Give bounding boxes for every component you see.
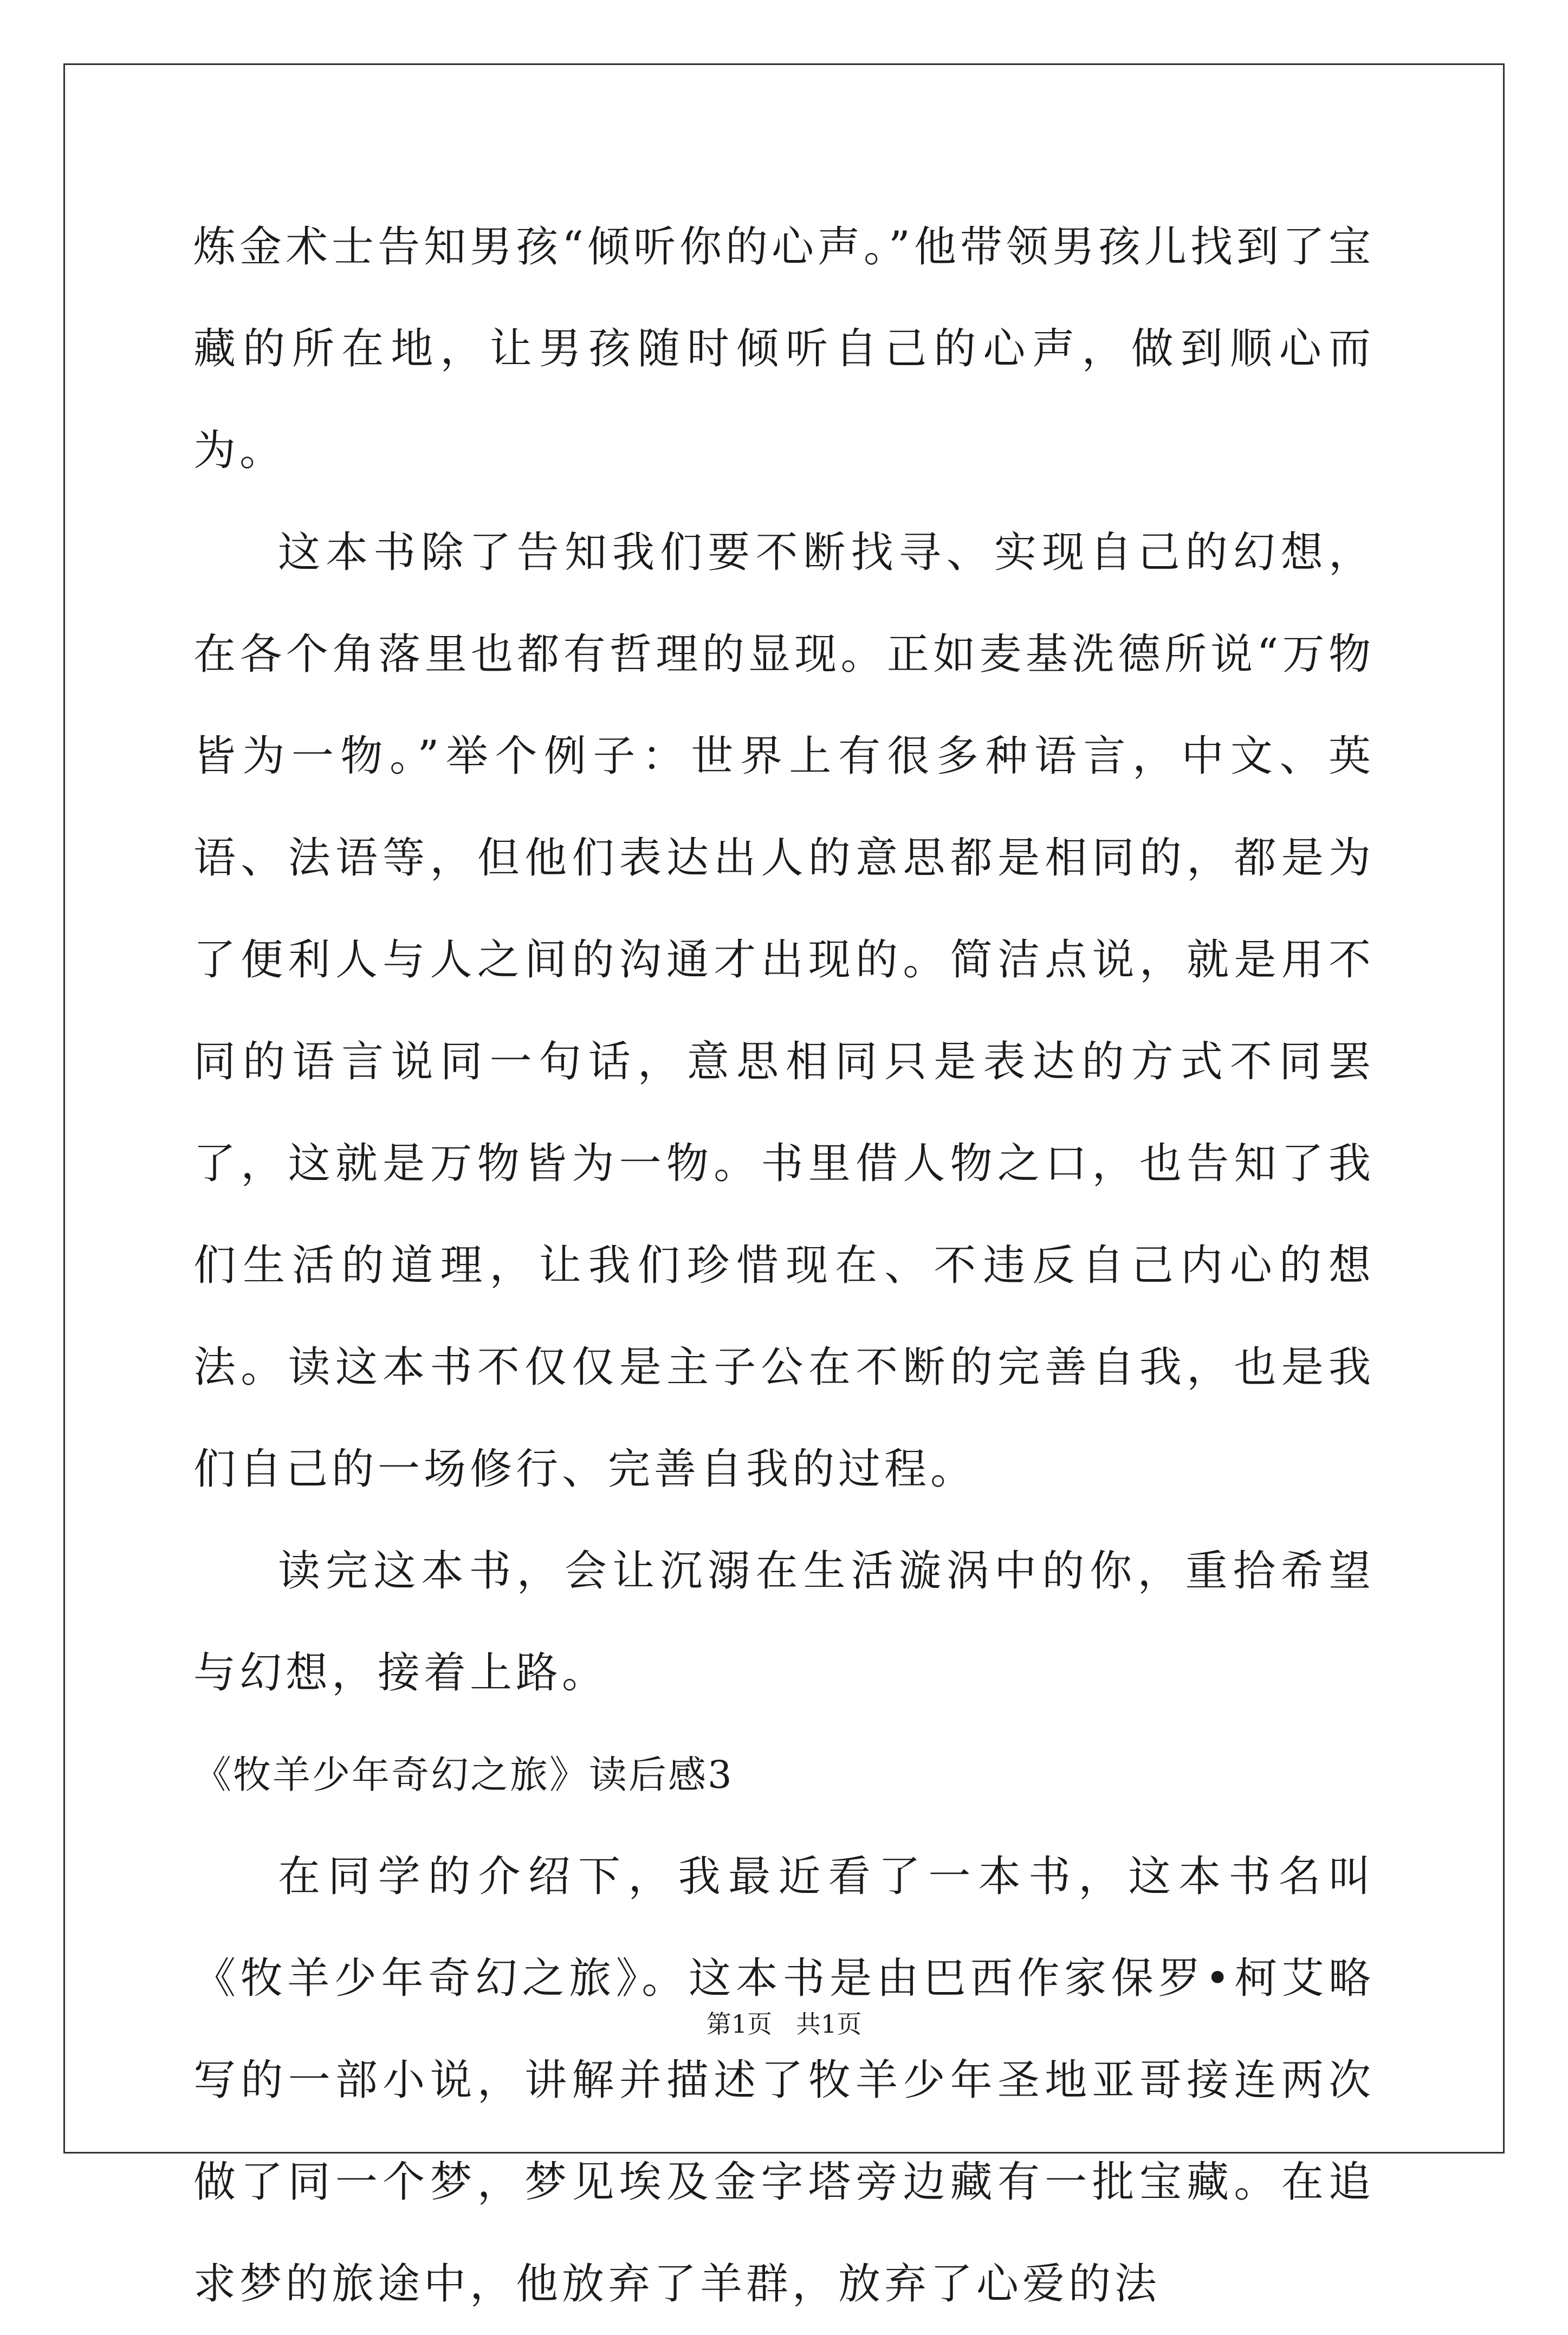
paragraph-4: 在同学的介绍下，我最近看了一本书，这本书名叫《牧羊少年奇幻之旅》。这本书是由巴西作家保罗•柯艾略写的一部小说，讲解并描述了牧羊少年圣地亚哥接连两次做了同一个梦，梦见埃及金字塔旁边藏有一批宝藏。在追求梦的旅途中，他放弃了羊群，放弃了心爱的法 [193,1852,1375,2308]
footer-spacer [772,2009,796,2039]
paragraph-1: 炼金术士告知男孩“倾听你的心声。”他带领男孩儿找到了宝藏的所在地，让男孩随时倾听自己的心声，做到顺心而为。 [193,223,1375,475]
section-heading: 《牧羊少年奇幻之旅》读后感3 [193,1753,734,1797]
page-footer [0,2008,1568,2040]
page-total: 共1页 [795,2009,862,2039]
paragraph-2: 这本书除了告知我们要不断找寻、实现自己的幻想，在各个角落里也都有哲理的显现。正如麦基洗德所说“万物皆为一物。”举个例子：世界上有很多种语言，中文、英语、法语等，但他们表达出人的意思都是相同的，都是为了便利人与人之间的沟通才出现的。简洁点说，就是用不同的语言说同一句话，意思相同只是表达的方式不同罢了，这就是万物皆为一物。书里借人物之口，也告知了我们生活的道理，让我们珍惜现在、不违反自己内心的想法。读这本书不仅仅是主子公在不断的完善自我，也是我们自己的一场修行、完善自我的过程。 [193,528,1375,1494]
paragraph-3: 读完这本书，会让沉溺在生活漩涡中的你，重拾希望与幻想，接着上路。 [193,1547,1375,1697]
page-number: 第1页 [706,2009,773,2039]
